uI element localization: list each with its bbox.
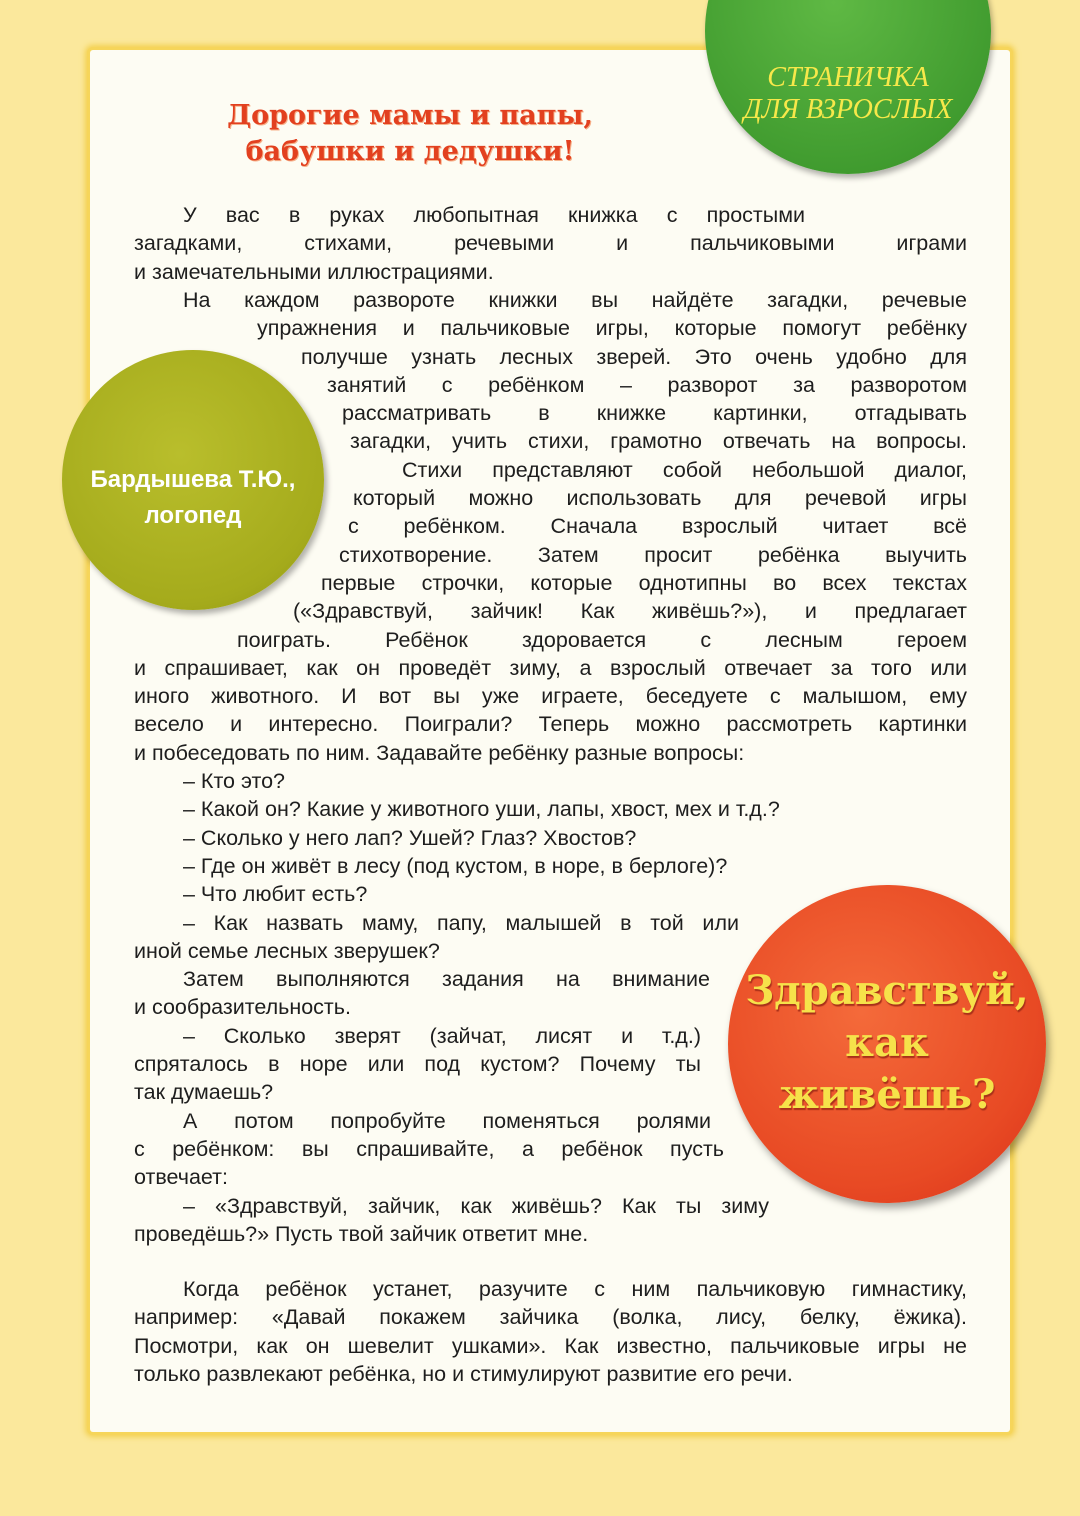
body-text-line: с ребёнком. Сначала взрослый читает всё (348, 514, 967, 539)
body-text-line: Стихи представляют собой небольшой диалог, (402, 457, 967, 482)
body-text-line: занятий с ребёнком – разворот за разворотом (327, 372, 967, 397)
body-text-line: Затем выполняются задания на внимание (183, 967, 710, 992)
body-text-line: и побеседовать по ним. Задавайте ребёнку разные вопросы: (134, 740, 745, 765)
body-text-line: – Кто это? (183, 769, 286, 793)
body-text-line: который можно использовать для речевой игры (353, 486, 967, 510)
feature-badge (728, 965, 1046, 1121)
body-text-line: («Здравствуй, зайчик! Как живёшь?»), и предлагает (293, 599, 967, 624)
body-text-line: А потом попробуйте поменяться ролями (183, 1108, 711, 1133)
body-text-line: первые строчки, которые однотипны во всех текстах (321, 570, 967, 595)
body-text-line: У вас в руках любопытная книжка с простыми (183, 203, 805, 227)
body-text-line: – Где он живёт в лесу (под кустом, в норе, в берлоге)? (183, 853, 728, 878)
feature-badge-line: как (845, 1019, 929, 1066)
body-text-line: так думаешь? (134, 1080, 274, 1105)
author-name: Бардышева Т.Ю., (90, 466, 296, 493)
body-text-line: Когда ребёнок устанет, разучите с ним пальчиковую гимнастику, (183, 1277, 967, 1301)
body-text-line: и замечательными иллюстрациями. (134, 259, 494, 284)
title-line: Дорогие мамы и папы, (227, 100, 593, 131)
body-text-line: – Какой он? Какие у животного уши, лапы, хвост, мех и т.д.? (183, 797, 780, 822)
body-text-line: весело и интересно. Поиграли? Теперь можно рассмотреть картинки (134, 712, 967, 737)
body-text-line: рассматривать в книжке картинки, отгадывать (342, 401, 967, 426)
author-badge (62, 462, 324, 534)
section-badge-line: ДЛЯ ВЗРОСЛЫХ (743, 94, 953, 125)
body-text-line: например: «Давай покажем зайчика (волка, лису, белку, ёжика). (134, 1305, 967, 1330)
body-text-line: стихотворение. Затем просит ребёнка выучить (339, 542, 967, 567)
body-text-line: – Сколько у него лап? Ушей? Глаз? Хвостов? (183, 825, 637, 850)
feature-badge-line: живёшь? (778, 1071, 996, 1118)
page-title (150, 98, 670, 170)
body-text-line: упражнения и пальчиковые игры, которые помогут ребёнку (257, 316, 967, 341)
body-text-line: иной семье лесных зверушек? (134, 938, 440, 963)
body-text-line: спряталось в норе или под кустом? Почему ты (134, 1052, 701, 1076)
body-text-line: поиграть. Ребёнок здоровается с лесным героем (237, 627, 967, 652)
body-text-line: с ребёнком: вы спрашивайте, а ребёнок пусть (134, 1136, 724, 1161)
body-text-line: получше узнать лесных зверей. Это очень удобно для (301, 344, 967, 369)
body-text-line: На каждом развороте книжки вы найдёте загадки, речевые (183, 287, 967, 312)
section-badge (705, 62, 991, 126)
body-text-line: только развлекают ребёнка, но и стимулируют развитие его речи. (134, 1361, 793, 1386)
section-badge-line: СТРАНИЧКА (767, 62, 929, 93)
body-text-line: Посмотри, как он шевелит ушками». Как известно, пальчиковые игры не (134, 1333, 967, 1358)
body-text-line: проведёшь?» Пусть твой зайчик ответит мне. (134, 1221, 589, 1246)
body-text-line: иного животного. И вот вы уже играете, беседуете с малышом, ему (134, 684, 967, 709)
body-text-line: – Что любит есть? (183, 882, 368, 907)
body-text-line: и спрашивает, как он проведёт зиму, а взрослый отвечает за того или (134, 655, 967, 680)
body-text-line: – Сколько зверят (зайчат, лисят и т.д.) (183, 1023, 701, 1048)
author-role: логопед (144, 502, 242, 529)
body-text-line: – Как назвать маму, папу, малышей в той или (183, 910, 739, 935)
feature-badge-line: Здравствуй, (745, 967, 1029, 1014)
body-text-line: и сообразительность. (134, 995, 351, 1020)
body-text-line: загадки, учить стихи, грамотно отвечать на вопросы. (350, 429, 967, 454)
title-line: бабушки и дедушки! (245, 136, 575, 167)
body-text-line: отвечает: (134, 1165, 228, 1190)
body-text-line: – «Здравствуй, зайчик, как живёшь? Как ты зиму (183, 1193, 769, 1218)
body-text-line: загадками, стихами, речевыми и пальчиковыми играми (134, 231, 967, 256)
